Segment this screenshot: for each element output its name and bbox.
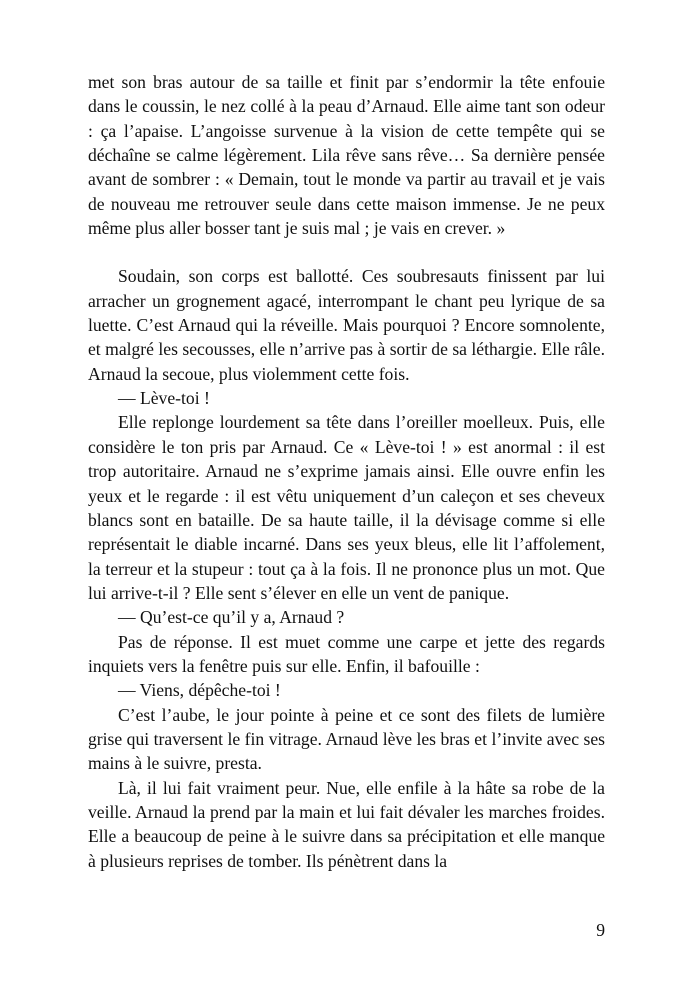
paragraph: Là, il lui fait vraiment peur. Nue, elle enfile à la hâte sa robe de la veille. Arnaud la prend par la main et lui fait dévaler les marches froides. Elle a beaucoup de peine à le suivre dans sa précipitation et elle manque à plusieurs reprises de tomber. Ils pénètrent dans la [88,777,605,871]
paragraph: Elle replonge lourdement sa tête dans l’oreiller moelleux. Puis, elle considère le ton pris par Arnaud. Ce « Lève-toi ! » est anormal : il est trop autoritaire. Arnaud ne s’exprime jamais ainsi. Elle ouvre enfin les yeux et le regarde : il est vêtu uniquement d’un caleçon et ses cheveux blancs sont en bataille. De sa haute taille, il la dévisage comme si elle représentait le diable incarné. Dans ses yeux bleus, elle lit l’affolement, la terreur et la stupeur : tout ça à la fois. Il ne prononce plus un mot. Que lui arrive-t-il ? Elle sent s’élever en elle un vent de panique. [88,412,605,603]
dialogue-line: — Viens, dépêche-toi ! [118,680,281,701]
paragraph: C’est l’aube, le jour pointe à peine et ce sont des filets de lumière grise qui traversent le fin vitrage. Arnaud lève les bras et l’invite avec ses mains à le suivre, presta. [88,704,605,774]
dialogue-line: — Lève-toi ! [118,388,210,409]
dialogue-line: — Qu’est-ce qu’il y a, Arnaud ? [118,607,345,628]
paragraph: Soudain, son corps est ballotté. Ces soubresauts finissent par lui arracher un grognement agacé, interrompant le chant peu lyrique de sa luette. C’est Arnaud qui la réveille. Mais pourquoi ? Encore somnolente, et malgré les secousses, elle n’arrive pas à sortir de sa léthargie. Elle râle. Arnaud la secoue, plus violemment cette fois. [88,266,605,384]
paragraph-continuation: met son bras autour de sa taille et finit par s’endormir la tête enfouie dans le coussin, le nez collé à la peau d’Arnaud. Elle aime tant son odeur : ça l’apaise. L’angoisse survenue à la vision de cette tempête qui se déchaîne se calme légèrement. Lila rêve sans rêve… Sa dernière pensée avant de sombrer : « Demain, tout le monde va partir au travail et je vais de nouveau me retrouver seule dans cette maison immense. Je ne peux même plus aller bosser tant je suis mal ; je vais en crever. » [88,72,605,239]
paragraph: Pas de réponse. Il est muet comme une carpe et jette des regards inquiets vers la fenêtre puis sur elle. Enfin, il bafouille : [88,631,605,676]
page-number: 9 [596,920,605,940]
body-text [88,70,605,873]
